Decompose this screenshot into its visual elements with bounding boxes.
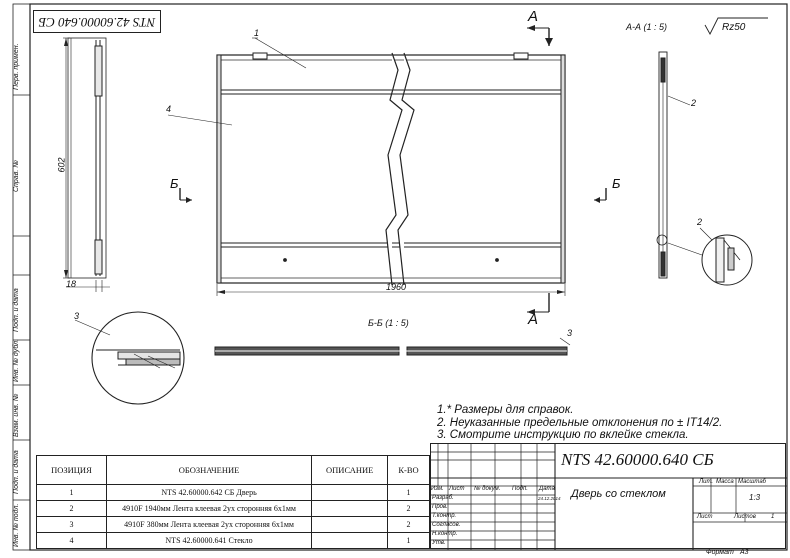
cell-position: 2	[37, 501, 107, 517]
cell-quantity: 2	[388, 501, 430, 517]
specification-table	[36, 455, 430, 549]
sidebar-label: Взам. инв. №	[13, 393, 20, 437]
sheet-label: Лист	[697, 514, 713, 520]
leader-2-detail: 2	[697, 217, 703, 227]
header-description: ОПИСАНИЕ	[312, 456, 388, 485]
cell-description	[312, 517, 388, 533]
table-row	[37, 501, 430, 517]
cell-designation: NTS 42.60000.642 СБ Дверь	[106, 485, 311, 501]
section-b-left: Б	[170, 176, 179, 191]
cell-position: 1	[37, 485, 107, 501]
title-block	[430, 443, 786, 549]
dimension-height: 602	[56, 157, 67, 173]
leader-4: 4	[166, 104, 172, 114]
title-designation: NTS 42.60000.640 СБ	[561, 450, 714, 469]
col-izm: Изм.	[431, 486, 444, 492]
cell-position: 4	[37, 533, 107, 549]
col-doc: № докум.	[474, 486, 501, 492]
section-aa-title: А-А (1 : 5)	[626, 22, 668, 32]
roughness-label: Rz50	[722, 22, 746, 33]
section-bb-title: Б-Б (1 : 5)	[368, 318, 409, 328]
table-row	[37, 517, 430, 533]
mass-label: Масса	[716, 479, 734, 485]
table-row	[37, 485, 430, 501]
note-2: 2. Неуказанные предельные отклонения по ± IT14/2.	[437, 416, 723, 429]
row-prov: Пров.	[432, 504, 448, 510]
cell-quantity: 1	[388, 533, 430, 549]
row-utv: Утв.	[432, 540, 446, 546]
row-soglas: Согласов.	[432, 522, 461, 528]
format-value: А3	[740, 549, 749, 556]
cell-description	[312, 533, 388, 549]
row-nkontr: Н.контр.	[432, 531, 458, 537]
leader-3-detail: 3	[74, 311, 80, 321]
lit-label: Лит.	[699, 479, 714, 485]
scale-label: Масштаб	[738, 479, 767, 485]
header-position: ПОЗИЦИЯ	[37, 456, 107, 485]
cell-description	[312, 485, 388, 501]
col-date: Дата	[539, 486, 555, 492]
col-podp: Подп.	[512, 486, 528, 492]
cell-description	[312, 501, 388, 517]
note-1: 1.* Размеры для справок.	[437, 404, 574, 416]
header-designation: ОБОЗНАЧЕНИЕ	[106, 456, 311, 485]
sidebar-label: Инв. № подл.	[13, 503, 20, 547]
sidebar-label: Подп. и дата	[13, 450, 20, 494]
dimension-width: 1960	[386, 282, 407, 292]
col-list: Лист	[449, 486, 465, 492]
sidebar-label: Инв. № дубл.	[13, 338, 20, 382]
sheets-label: Листов	[734, 514, 756, 520]
row-tkontr: Т.контр.	[432, 513, 457, 519]
dimension-profile: 18	[66, 279, 77, 289]
date-value: 24.12.2014	[538, 496, 561, 501]
title-name: Дверь со стеклом	[571, 488, 666, 500]
stamp-text: NTS 42.60000.640 СБ	[38, 15, 156, 30]
leader-1: 1	[254, 28, 260, 38]
format-label: Формат	[706, 549, 734, 556]
sidebar-label: Справ. №	[13, 160, 20, 192]
row-razrab: Разраб.	[432, 495, 454, 501]
sheets-value: 1	[771, 514, 775, 520]
header-quantity: К-ВО	[388, 456, 430, 485]
sidebar-label: Перв. примен.	[13, 43, 20, 90]
leader-3-strip: 3	[567, 328, 573, 338]
cell-position: 3	[37, 517, 107, 533]
table-row	[37, 533, 430, 549]
section-a-bottom: А	[528, 311, 539, 328]
cell-designation: NTS 42.60000.641 Стекло	[106, 533, 311, 549]
scale-value: 1:3	[749, 493, 761, 502]
sidebar-label: Подп. и дата	[13, 288, 20, 332]
technical-notes	[437, 404, 722, 442]
leader-2-top: 2	[691, 98, 697, 108]
cell-quantity: 2	[388, 517, 430, 533]
table-header-row	[37, 456, 430, 485]
section-b-right: Б	[612, 176, 621, 191]
cell-designation: 4910F 380мм Лента клеевая 2ух сторонняя 6х1мм	[106, 517, 311, 533]
section-a-top: А	[528, 8, 539, 25]
cell-designation: 4910F 1940мм Лента клеевая 2ух сторонняя 6х1мм	[106, 501, 311, 517]
note-3: 3. Смотрите инструкцию по вклейке стекла.	[437, 429, 689, 441]
cell-quantity: 1	[388, 485, 430, 501]
